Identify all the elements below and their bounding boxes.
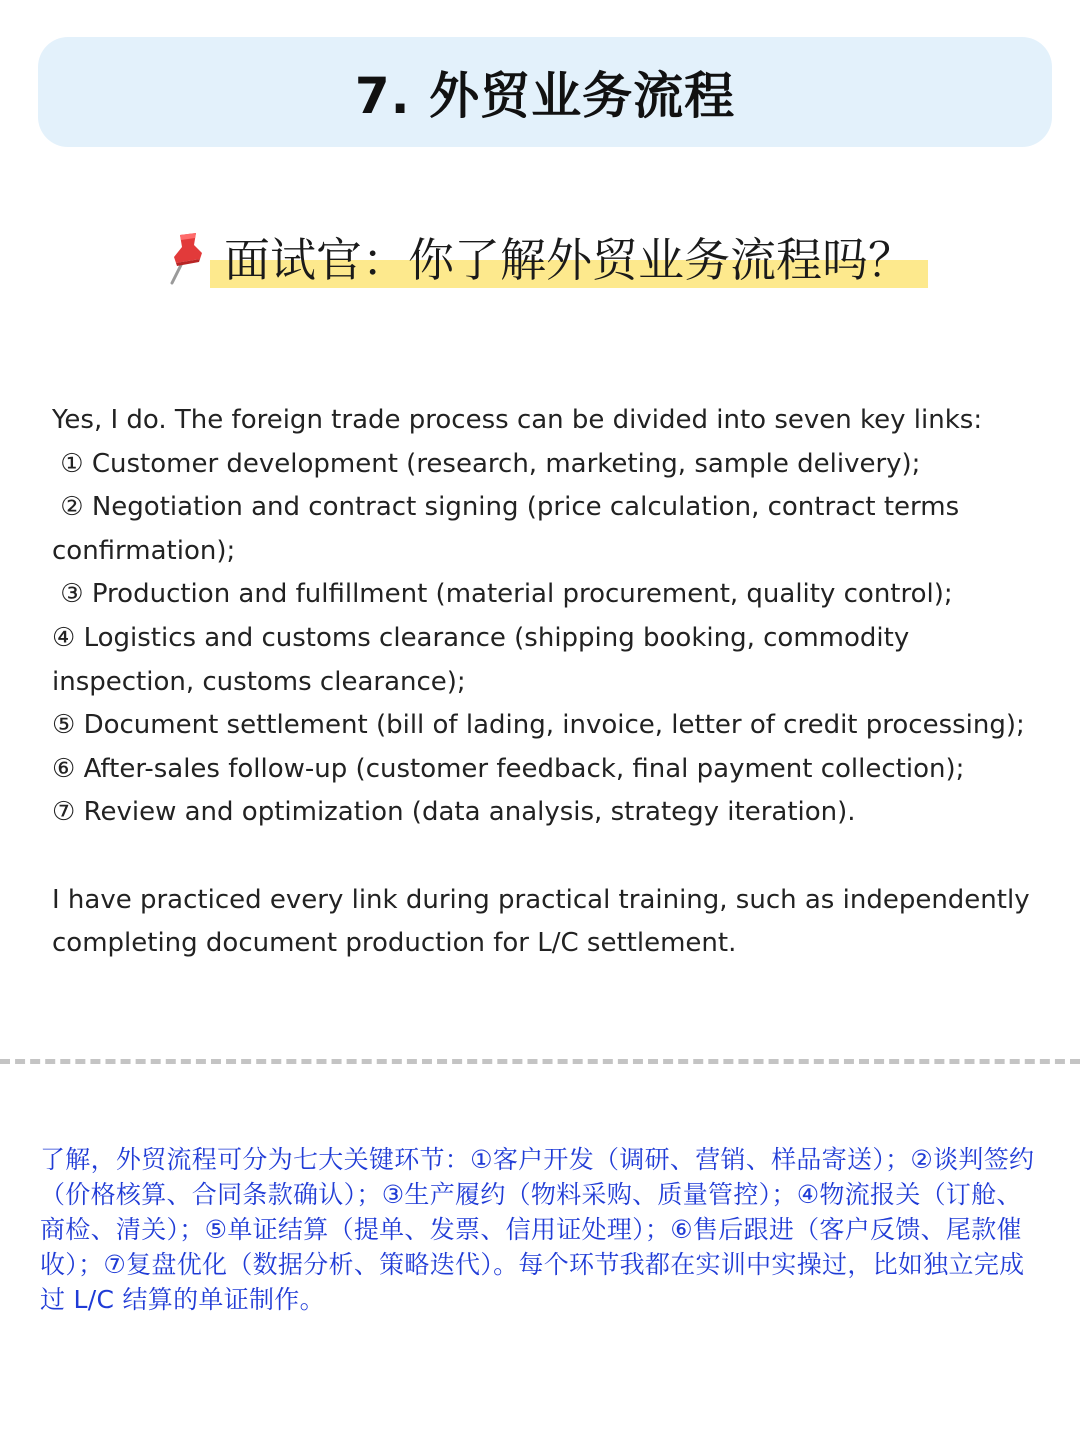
question-wrap: [224, 224, 914, 290]
answer-intro: Yes, I do. The foreign trade process can be divided into seven key links:: [52, 405, 983, 435]
answer-closing-line: completing document production for L/C settlement.: [52, 928, 737, 959]
answer-line: inspection, customs clearance);: [52, 666, 466, 697]
answer-line: confirmation);: [52, 535, 236, 566]
answer-line: ② Negotiation and contract signing (price calculation, contract terms: [52, 492, 960, 523]
pushpin-icon: [166, 229, 210, 285]
chinese-summary: 了解，外贸流程可分为七大关键环节：①客户开发（调研、营销、样品寄送）；②谈判签约（价格核算、合同条款确认）；③生产履约（物料采购、质量管控）；④物流报关（订舱、商检、清关）；⑤单证结算（提单、发票、信用证处理）；⑥售后跟进（客户反馈、尾款催收）；⑦复盘优化（数据分析、策略迭代）。每个环节我都在实训中实操过，比如独立完成过 L/C 结算的单证制作。: [40, 1145, 1035, 1314]
answer-line: ⑥ After-sales follow-up (customer feedback, final payment collection);: [52, 753, 965, 784]
answer-line: ① Customer development (research, marketing, sample delivery);: [52, 448, 921, 479]
interviewer-question: 面试官：你了解外贸业务流程吗？: [224, 233, 914, 287]
answer-line: ⑤ Document settlement (bill of lading, invoice, letter of credit processing);: [52, 710, 1025, 741]
answer-text: [52, 399, 1052, 966]
page-title: 7. 外贸业务流程: [354, 67, 736, 125]
answer-line: ④ Logistics and customs clearance (shipping booking, commodity: [52, 622, 910, 653]
answer-line: ⑦ Review and optimization (data analysis, strategy iteration).: [52, 797, 856, 828]
title-banner: [38, 37, 1052, 147]
answer-closing-line: I have practiced every link during practical training, such as independently: [52, 884, 1030, 915]
dashed-divider: [0, 1059, 1080, 1064]
paragraph-gap: [52, 835, 1052, 879]
question-row: [0, 222, 1080, 292]
answer-line: ③ Production and fulfillment (material procurement, quality control);: [52, 579, 953, 610]
